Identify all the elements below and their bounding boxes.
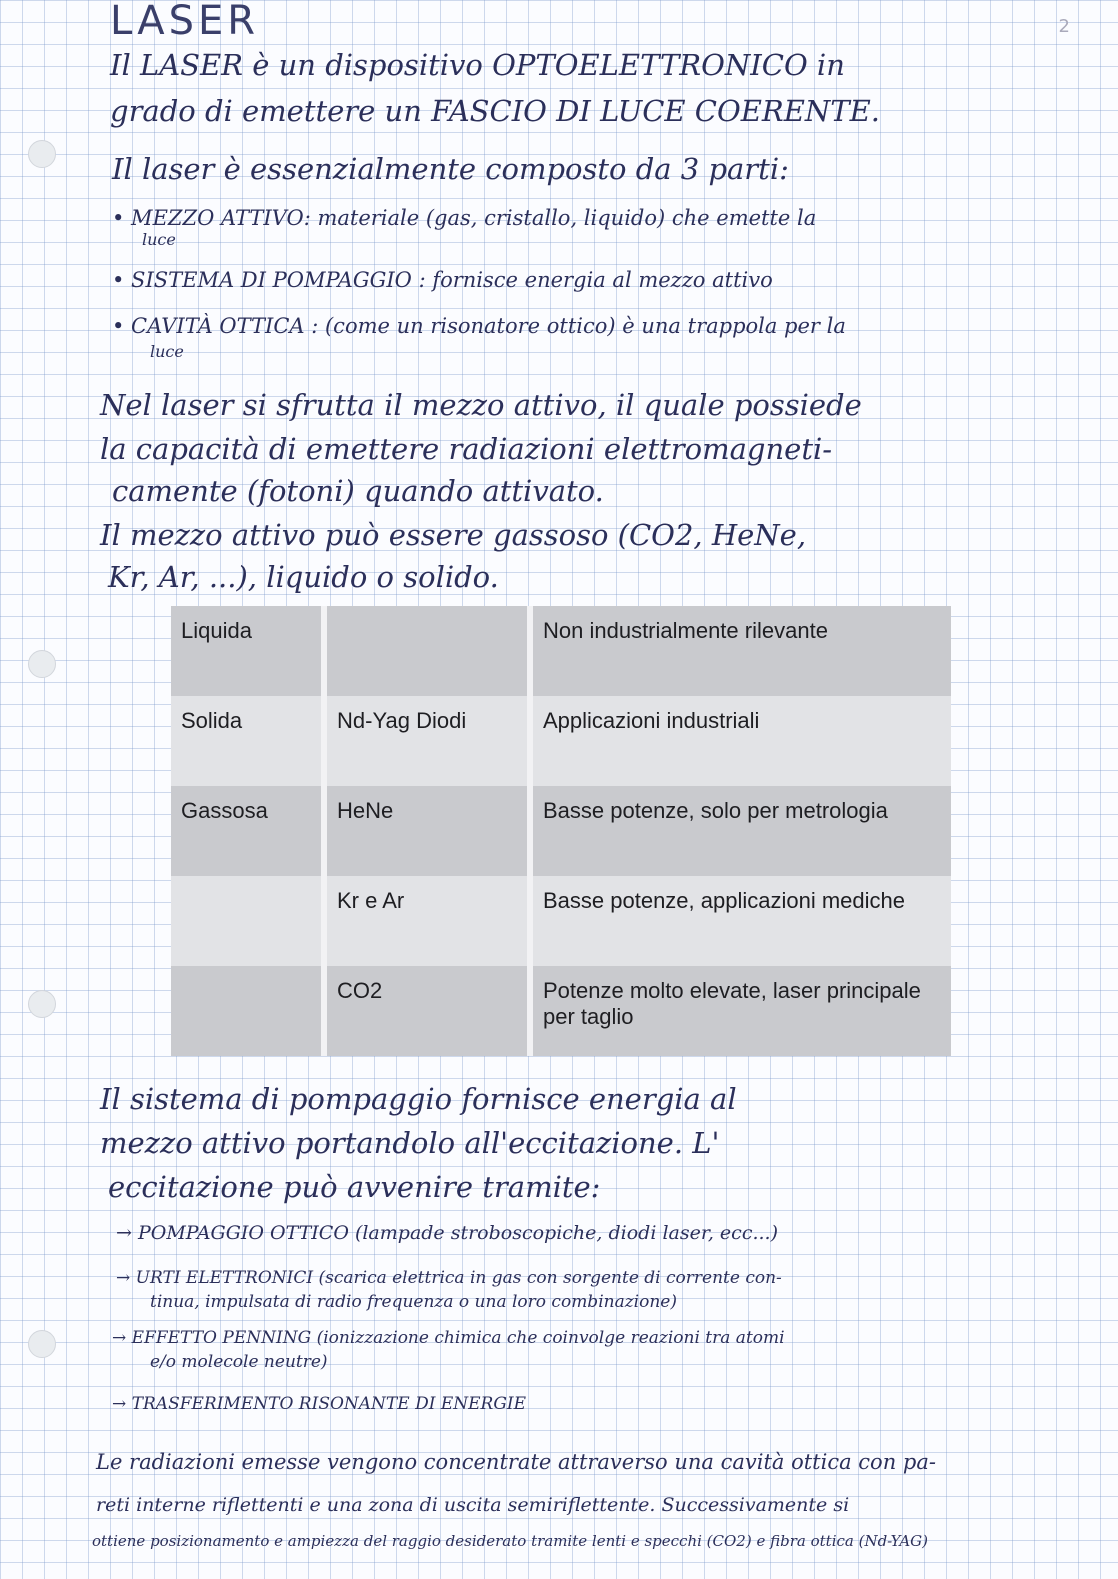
bullet-mezzo-attivo: • MEZZO ATTIVO: materiale (gas, cristallo, liquido) che emette la bbox=[112, 206, 817, 230]
table-cell-use: Potenze molto elevate, laser principale per taglio bbox=[530, 966, 951, 1056]
table-cell-medium: Kr e Ar bbox=[324, 876, 530, 966]
table-cell-medium: Nd-Yag Diodi bbox=[324, 696, 530, 786]
intro-line-1: Il LASER è un dispositivo OPTOELETTRONICO in bbox=[110, 48, 845, 82]
arrow-effetto-penning-b: e/o molecole neutre) bbox=[150, 1352, 328, 1372]
page-title: LASER bbox=[110, 0, 260, 44]
mezzo-line-2: la capacità di emettere radiazioni elettromagneti- bbox=[100, 432, 833, 466]
mezzo-line-1: Nel laser si sfrutta il mezzo attivo, il quale possiede bbox=[100, 388, 862, 422]
table-cell-use: Basse potenze, applicazioni mediche bbox=[530, 876, 951, 966]
table-cell-medium: CO2 bbox=[324, 966, 530, 1056]
arrow-urti-elettronici-b: tinua, impulsata di radio frequenza o una loro combinazione) bbox=[150, 1292, 677, 1312]
bullet-sistema-pompaggio: • SISTEMA DI POMPAGGIO : fornisce energia al mezzo attivo bbox=[112, 268, 773, 292]
arrow-urti-elettronici-a: → URTI ELETTRONICI (scarica elettrica in gas con sorgente di corrente con- bbox=[116, 1268, 782, 1288]
table-cell-use: Applicazioni industriali bbox=[530, 696, 951, 786]
table-cell-state bbox=[171, 966, 324, 1056]
arrow-effetto-penning-a: → EFFETTO PENNING (ionizzazione chimica che coinvolge reazioni tra atomi bbox=[112, 1328, 785, 1348]
final-line-2: reti interne riflettenti e una zona di uscita semiriflettente. Successivamente si bbox=[96, 1494, 850, 1516]
bullet-mezzo-attivo-cont: luce bbox=[142, 230, 176, 249]
laser-types-table bbox=[171, 606, 951, 1056]
pompaggio-line-3: eccitazione può avvenire tramite: bbox=[108, 1170, 601, 1204]
table-cell-state bbox=[171, 876, 324, 966]
page-number: 2 bbox=[1058, 16, 1070, 37]
binder-hole bbox=[28, 1330, 56, 1358]
table-cell-medium: HeNe bbox=[324, 786, 530, 876]
stato-line-1: Il mezzo attivo può essere gassoso (CO2, HeNe, bbox=[100, 518, 807, 552]
table-row bbox=[171, 786, 951, 876]
intro-line-2: grado di emettere un FASCIO DI LUCE COERENTE. bbox=[110, 94, 881, 128]
table-cell-state: Gassosa bbox=[171, 786, 324, 876]
arrow-pompaggio-ottico: → POMPAGGIO OTTICO (lampade stroboscopiche, diodi laser, ecc...) bbox=[116, 1222, 778, 1244]
table-row bbox=[171, 606, 951, 696]
table-cell-state: Solida bbox=[171, 696, 324, 786]
table-row bbox=[171, 876, 951, 966]
table-row bbox=[171, 966, 951, 1056]
mezzo-line-3: camente (fotoni) quando attivato. bbox=[112, 474, 604, 508]
table-cell-medium bbox=[324, 606, 530, 696]
table-cell-state: Liquida bbox=[171, 606, 324, 696]
final-line-3: ottiene posizionamento e ampiezza del raggio desiderato tramite lenti e specchi (CO2) e fibra ottica (Nd-YAG) bbox=[92, 1532, 929, 1550]
table-cell-use: Basse potenze, solo per metrologia bbox=[530, 786, 951, 876]
binder-hole bbox=[28, 990, 56, 1018]
bullet-cavita-ottica-cont: luce bbox=[150, 342, 184, 361]
table-row bbox=[171, 696, 951, 786]
binder-hole bbox=[28, 140, 56, 168]
stato-line-2: Kr, Ar, ...), liquido o solido. bbox=[108, 560, 499, 594]
binder-hole bbox=[28, 650, 56, 678]
bullet-cavita-ottica: • CAVITÀ OTTICA : (come un risonatore ottico) è una trappola per la bbox=[112, 314, 846, 338]
arrow-trasferimento-risonante: → TRASFERIMENTO RISONANTE DI ENERGIE bbox=[112, 1394, 527, 1414]
pompaggio-line-2: mezzo attivo portandolo all'eccitazione. L' bbox=[100, 1126, 720, 1160]
pompaggio-line-1: Il sistema di pompaggio fornisce energia al bbox=[100, 1082, 737, 1116]
table-cell-use: Non industrialmente rilevante bbox=[530, 606, 951, 696]
final-line-1: Le radiazioni emesse vengono concentrate attraverso una cavità ottica con pa- bbox=[96, 1450, 936, 1474]
parts-line: Il laser è essenzialmente composto da 3 parti: bbox=[112, 152, 789, 186]
